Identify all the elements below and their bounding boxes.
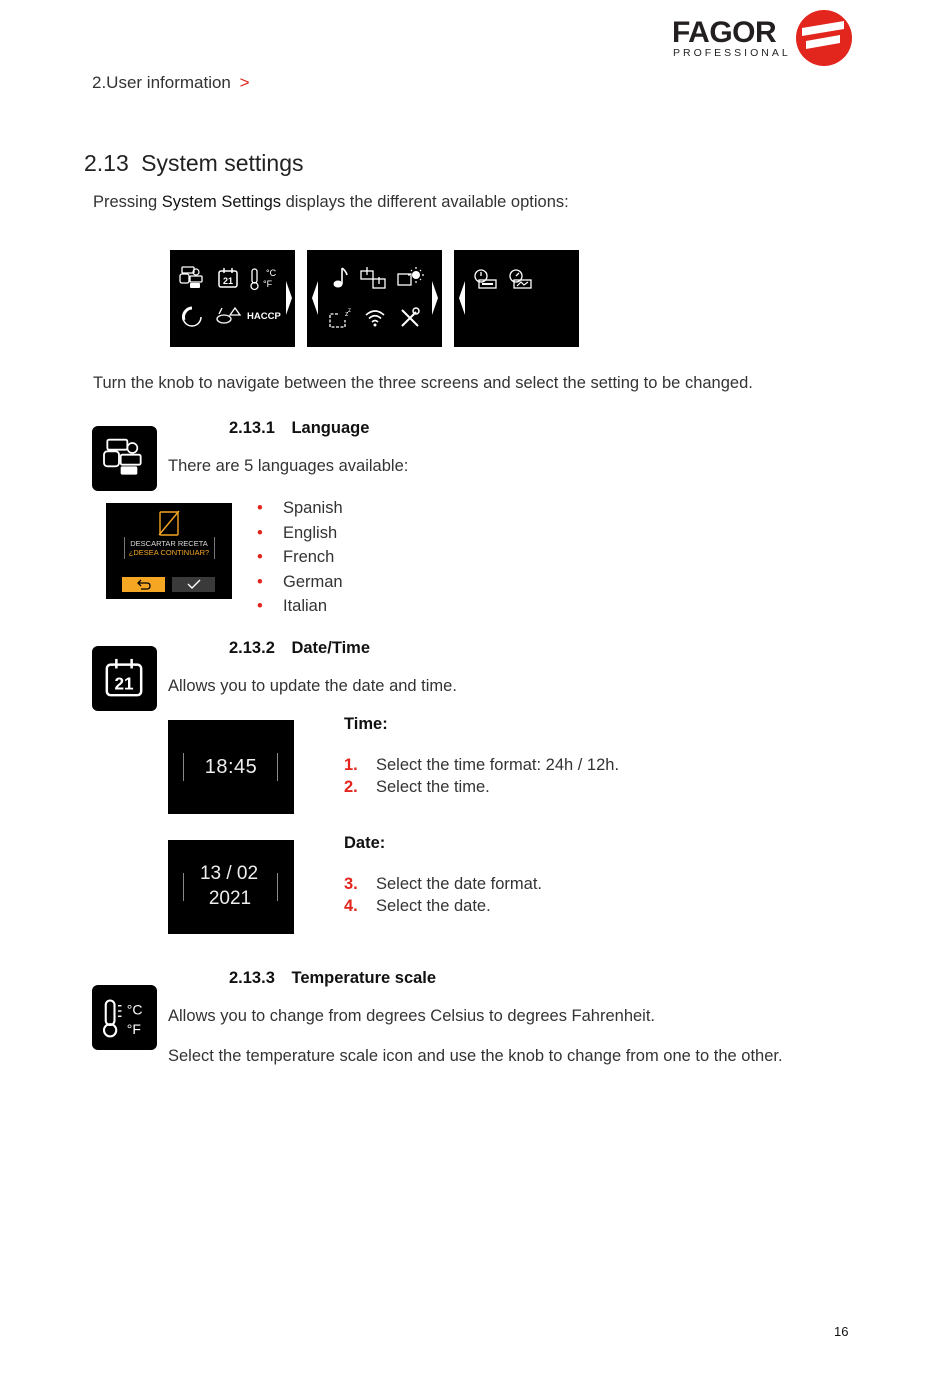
datetime-heading bbox=[229, 639, 370, 658]
datetime-desc: Allows you to update the date and time. bbox=[168, 677, 457, 695]
wifi-icon bbox=[364, 309, 386, 327]
datetime-setting-tile[interactable] bbox=[92, 646, 157, 711]
brand-sub: PROFESSIONAL bbox=[673, 47, 791, 59]
cleaning-icon bbox=[215, 305, 241, 327]
svg-text:°C: °C bbox=[266, 268, 276, 278]
list-item: • Italian bbox=[283, 594, 343, 619]
sleep-icon bbox=[329, 307, 353, 329]
temperature-heading bbox=[229, 969, 436, 988]
brand-logo bbox=[672, 8, 862, 68]
datetime-number: 2.13.2 bbox=[229, 639, 275, 657]
fagor-emblem-icon bbox=[794, 8, 854, 68]
settings-screen-1 bbox=[170, 250, 295, 347]
haccp-label: HACCP bbox=[247, 311, 281, 322]
language-dialog-screen bbox=[106, 503, 232, 599]
chevron-right-icon[interactable] bbox=[431, 281, 439, 315]
svg-text:°F: °F bbox=[263, 279, 273, 289]
export-icon bbox=[360, 266, 388, 290]
time-heading: Time: bbox=[344, 715, 388, 733]
back-arrow-icon bbox=[137, 579, 151, 590]
checkmark-icon bbox=[187, 579, 201, 590]
temperature-scale-icon bbox=[102, 997, 148, 1039]
intro-pre: Pressing bbox=[93, 193, 162, 211]
settings-clock-icon bbox=[473, 268, 499, 290]
language-icon bbox=[102, 438, 146, 478]
section-number: 2.13 bbox=[84, 150, 129, 176]
date-display-year: 2021 bbox=[208, 888, 252, 909]
svg-text:°C: °C bbox=[126, 1001, 143, 1018]
temperature-scale-icon bbox=[250, 267, 276, 291]
list-item: • English bbox=[283, 521, 343, 546]
language-title: Language bbox=[291, 419, 370, 437]
intro-bold: System Settings bbox=[161, 193, 281, 211]
time-display-screen bbox=[168, 720, 294, 814]
temperature-title: Temperature scale bbox=[291, 969, 437, 987]
settings-screen-2 bbox=[307, 250, 442, 347]
section-intro bbox=[93, 193, 569, 212]
list-item: • Spanish bbox=[283, 496, 343, 521]
dialog-confirm-button[interactable] bbox=[172, 577, 215, 592]
section-heading bbox=[84, 150, 304, 177]
brightness-icon bbox=[397, 266, 425, 290]
list-item: 1. Select the time format: 24h / 12h. bbox=[344, 756, 620, 774]
breadcrumb-arrow: > bbox=[239, 73, 250, 92]
list-item: 3. Select the date format. bbox=[344, 875, 543, 893]
language-icon bbox=[179, 266, 205, 290]
datetime-title: Date/Time bbox=[291, 639, 371, 657]
music-note-icon bbox=[331, 267, 349, 289]
svg-text:21: 21 bbox=[114, 673, 134, 694]
list-item: • French bbox=[283, 545, 343, 570]
timer-icon bbox=[181, 306, 203, 328]
settings-screen-3 bbox=[454, 250, 579, 347]
date-steps bbox=[344, 873, 542, 917]
list-item: • German bbox=[283, 570, 343, 595]
svg-text:z: z bbox=[345, 311, 349, 318]
dialog-line-1: DESCARTAR RECETA bbox=[130, 539, 208, 548]
date-heading: Date: bbox=[344, 834, 386, 852]
chevron-left-icon[interactable] bbox=[458, 281, 466, 315]
list-item: 4. Select the date. bbox=[344, 897, 491, 915]
section-title: System settings bbox=[141, 150, 304, 176]
date-display-screen bbox=[168, 840, 294, 934]
temperature-setting-tile[interactable] bbox=[92, 985, 157, 1050]
temperature-desc-1: Allows you to change from degrees Celsius to degrees Fahrenheit. bbox=[168, 1007, 656, 1025]
svg-text:z: z bbox=[348, 308, 351, 314]
page-number: 16 bbox=[834, 1324, 849, 1339]
breadcrumb bbox=[92, 73, 250, 93]
chevron-left-icon[interactable] bbox=[311, 281, 319, 315]
brand-name: FAGOR bbox=[672, 16, 777, 49]
language-number: 2.13.1 bbox=[229, 419, 275, 437]
tools-icon bbox=[399, 307, 421, 329]
chevron-right-icon[interactable] bbox=[285, 281, 293, 315]
svg-text:°F: °F bbox=[126, 1020, 141, 1037]
language-setting-tile[interactable] bbox=[92, 426, 157, 491]
time-steps bbox=[344, 754, 619, 798]
time-display: 18:45 bbox=[204, 756, 258, 778]
navigate-text: Turn the knob to navigate between the three screens and select the setting to be changed. bbox=[93, 374, 753, 392]
svg-text:21: 21 bbox=[222, 276, 234, 286]
breadcrumb-text[interactable]: 2.User information bbox=[92, 73, 231, 92]
calendar-icon bbox=[217, 267, 239, 289]
temperature-desc-2: Select the temperature scale icon and use the knob to change from one to the other. bbox=[168, 1047, 783, 1065]
language-heading bbox=[229, 419, 369, 438]
temperature-number: 2.13.3 bbox=[229, 969, 275, 987]
calendar-icon bbox=[103, 657, 145, 699]
list-item: 2. Select the time. bbox=[344, 778, 490, 796]
date-display-day-month: 13 / 02 bbox=[199, 863, 259, 884]
language-list bbox=[283, 496, 343, 619]
delete-recipe-icon bbox=[157, 509, 181, 537]
settings-gauge-icon bbox=[508, 268, 534, 290]
intro-post: displays the different available options: bbox=[281, 193, 569, 211]
dialog-back-button[interactable] bbox=[122, 577, 165, 592]
dialog-line-2: ¿DESEA CONTINUAR? bbox=[128, 548, 210, 557]
language-desc: There are 5 languages available: bbox=[168, 457, 409, 475]
